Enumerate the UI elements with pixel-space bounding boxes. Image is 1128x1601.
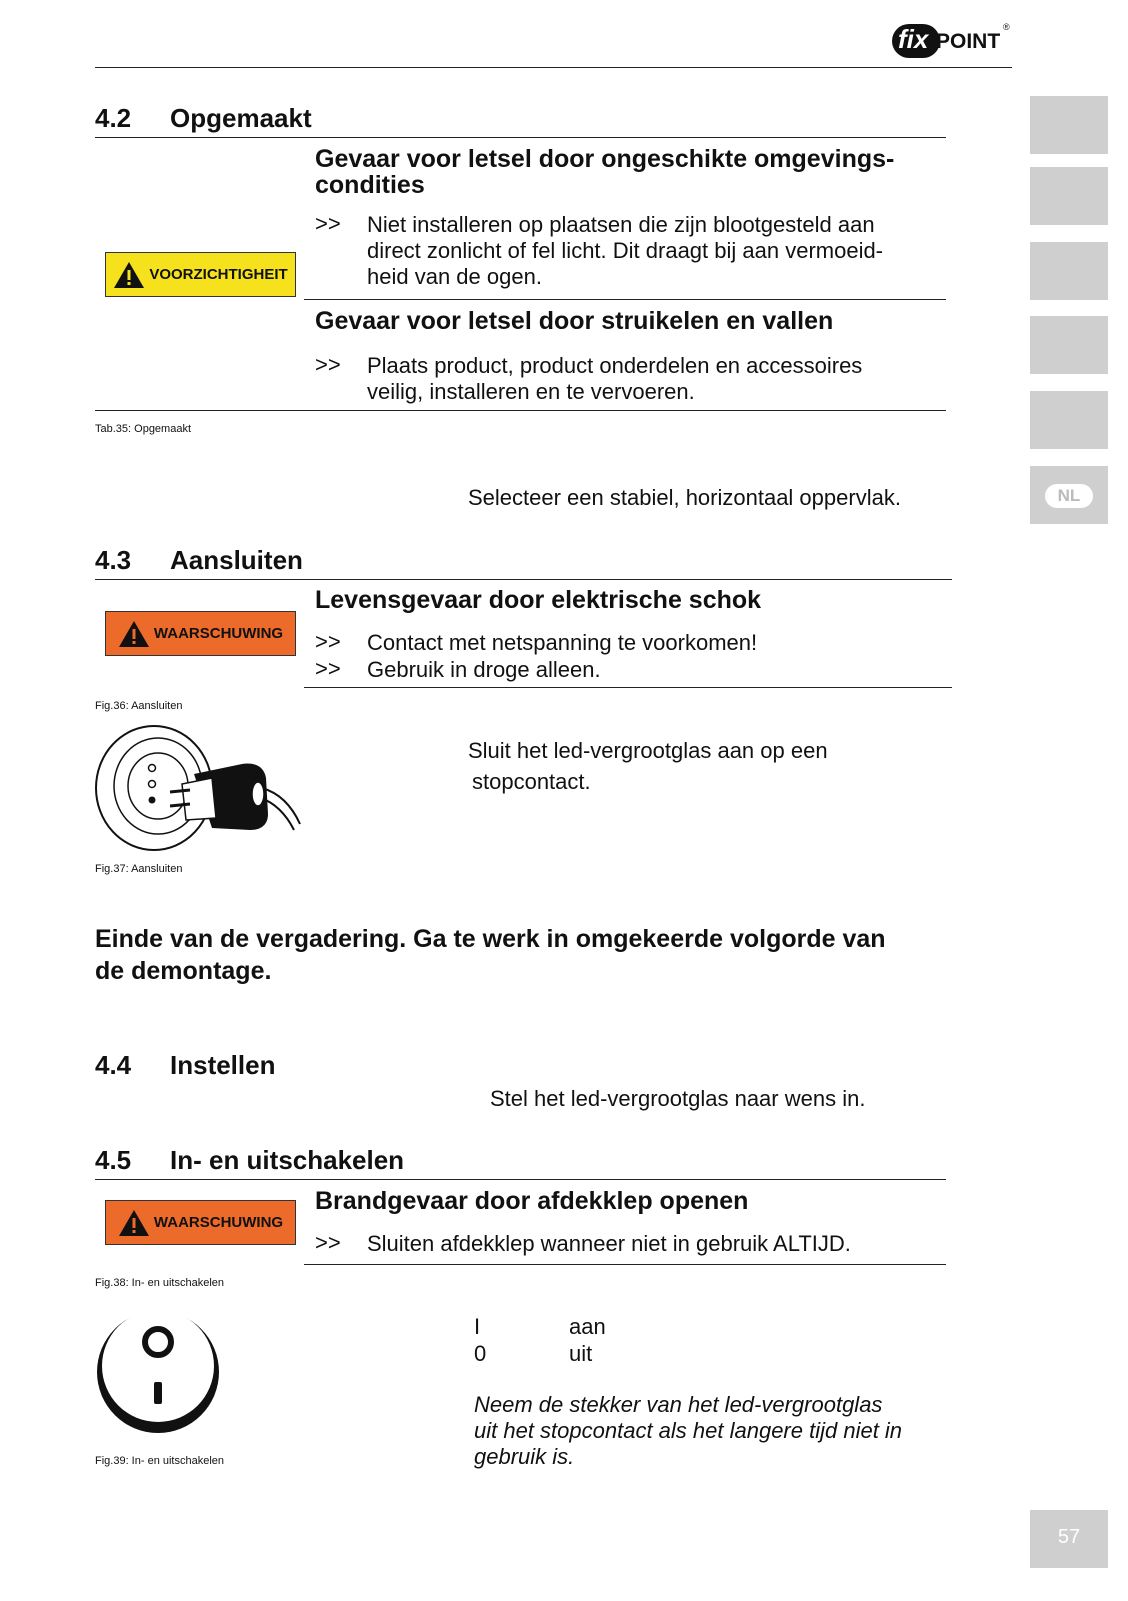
note-line-3: gebruik is. bbox=[474, 1444, 575, 1469]
side-tab-3[interactable] bbox=[1030, 242, 1108, 300]
switch-on-text: aan bbox=[569, 1314, 606, 1339]
instruction-text-b: stopcontact. bbox=[472, 769, 591, 794]
hazard-text-1b: direct zonlicht of fel licht. Dit draagt bij aan vermoeid- bbox=[367, 238, 884, 263]
note-line-2: uit het stopcontact als het langere tijd niet in bbox=[474, 1418, 903, 1443]
side-tab-nl[interactable] bbox=[1030, 466, 1108, 524]
logo-fix-text: fix bbox=[898, 24, 929, 54]
section-number-4-3: 4.3 bbox=[95, 545, 132, 575]
rule bbox=[304, 1264, 946, 1265]
section-number-4-5: 4.5 bbox=[95, 1145, 132, 1175]
caution-label-text: VOORZICHTIGHEIT bbox=[149, 266, 288, 283]
end-note-line-2: de demontage. bbox=[95, 957, 272, 985]
logo-point-text: POINT bbox=[936, 30, 1001, 53]
bullet-marker: >> bbox=[315, 656, 341, 681]
warning-triangle-icon bbox=[118, 620, 150, 648]
hazard-text-1: Contact met netspanning te voorkomen! bbox=[367, 630, 758, 655]
hazard-title: Brandgevaar door afdekklep openen bbox=[315, 1187, 749, 1215]
brand-logo bbox=[892, 22, 1012, 58]
rule bbox=[95, 410, 946, 411]
logo-registered-mark: ® bbox=[1003, 22, 1010, 32]
instruction-text: Stel het led-vergrootglas naar wens in. bbox=[490, 1086, 866, 1111]
hazard-text-1c: heid van de ogen. bbox=[367, 264, 542, 289]
side-tab-2[interactable] bbox=[1030, 167, 1108, 225]
switch-off-symbol: 0 bbox=[474, 1341, 487, 1366]
hazard-text-2: Gebruik in droge alleen. bbox=[367, 657, 601, 682]
hazard-text-2a: Plaats product, product onderdelen en accessoires bbox=[367, 353, 863, 378]
note-line-1: Neem de stekker van het led-vergrootglas bbox=[474, 1392, 883, 1417]
figure-caption: Fig.36: Aansluiten bbox=[95, 700, 183, 712]
end-note-line-1: Einde van de vergadering. Ga te werk in omgekeerde volgorde van bbox=[95, 925, 886, 953]
figure-caption: Fig.38: In- en uitschakelen bbox=[95, 1277, 225, 1289]
rule bbox=[304, 687, 952, 688]
rule bbox=[95, 579, 952, 580]
instruction-text: Selecteer een stabiel, horizontaal oppervlak. bbox=[468, 485, 901, 510]
figure-caption: Fig.37: Aansluiten bbox=[95, 863, 183, 875]
bullet-marker: >> bbox=[315, 352, 341, 377]
bullet-marker: >> bbox=[315, 1230, 341, 1255]
side-tab-5[interactable] bbox=[1030, 391, 1108, 449]
caution-label bbox=[105, 252, 296, 297]
hazard-title-2: Gevaar voor letsel door struikelen en vallen bbox=[315, 307, 834, 335]
table-caption: Tab.35: Opgemaakt bbox=[95, 423, 192, 435]
rule bbox=[95, 1179, 946, 1180]
warning-label bbox=[105, 1200, 296, 1245]
section-number-4-4: 4.4 bbox=[95, 1050, 132, 1080]
plug-socket-illustration bbox=[94, 722, 304, 854]
bullet-marker: >> bbox=[315, 629, 341, 654]
section-title-4-3: Aansluiten bbox=[170, 545, 303, 575]
warning-triangle-icon bbox=[118, 1209, 150, 1237]
switch-off-text: uit bbox=[569, 1341, 593, 1366]
switch-on-symbol: I bbox=[474, 1314, 481, 1339]
hazard-text: Sluiten afdekklep wanneer niet in gebruik ALTIJD. bbox=[367, 1231, 851, 1256]
page-number-box bbox=[1030, 1510, 1108, 1568]
hazard-title: Levensgevaar door elektrische schok bbox=[315, 586, 762, 614]
side-tab-1[interactable] bbox=[1030, 96, 1108, 154]
warning-label-text: WAARSCHUWING bbox=[153, 1214, 284, 1231]
power-switch-icon bbox=[94, 1306, 226, 1436]
section-title-4-4: Instellen bbox=[170, 1050, 276, 1080]
side-tab-4[interactable] bbox=[1030, 316, 1108, 374]
section-title-4-2: Opgemaakt bbox=[170, 103, 312, 133]
warning-triangle-icon bbox=[113, 261, 145, 289]
rule bbox=[304, 299, 946, 300]
instruction-text-a: Sluit het led-vergrootglas aan op een bbox=[468, 738, 828, 763]
language-label: NL bbox=[1057, 486, 1081, 505]
hazard-title-1-cont: condities bbox=[315, 171, 425, 199]
bullet-marker: >> bbox=[315, 211, 341, 236]
page-number: 57 bbox=[1057, 1526, 1081, 1548]
warning-label bbox=[105, 611, 296, 656]
hazard-text-2b: veilig, installeren en te vervoeren. bbox=[367, 379, 695, 404]
hazard-title-1: Gevaar voor letsel door ongeschikte omgevings- bbox=[315, 145, 895, 173]
header-rule bbox=[95, 67, 1012, 68]
section-title-4-5: In- en uitschakelen bbox=[170, 1145, 405, 1175]
section-number-4-2: 4.2 bbox=[95, 103, 132, 133]
warning-label-text: WAARSCHUWING bbox=[153, 625, 284, 642]
hazard-text-1a: Niet installeren op plaatsen die zijn blootgesteld aan bbox=[367, 212, 875, 237]
rule bbox=[95, 137, 946, 138]
figure-caption: Fig.39: In- en uitschakelen bbox=[95, 1455, 225, 1467]
